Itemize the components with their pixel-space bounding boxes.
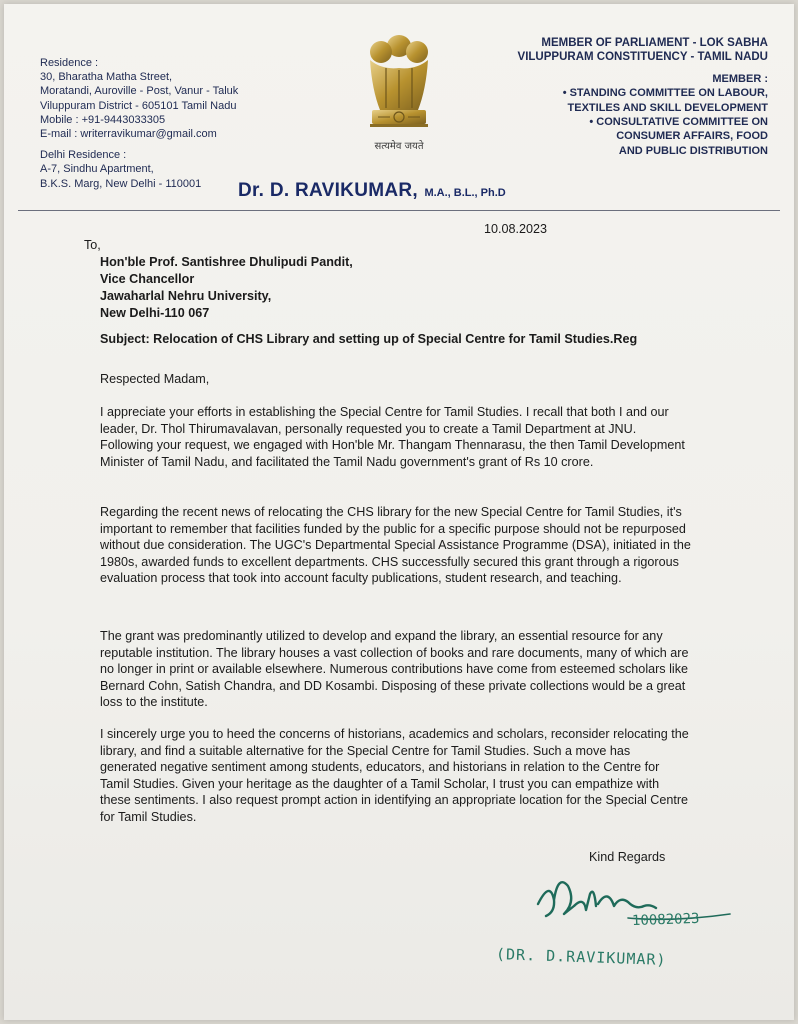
mobile-number: Mobile : +91-9443033305 <box>40 113 166 126</box>
handwritten-date: 10082023 <box>631 910 700 930</box>
subject-line: Subject: Relocation of CHS Library and setting up of Special Centre for Tamil Studies.Reg <box>100 332 638 346</box>
address-line: Jawaharlal Nehru University, <box>100 289 272 303</box>
body-paragraph: I appreciate your efforts in establishing the Special Centre for Tamil Studies. I recall that both I and our leader, Dr. Thol Thirumavalavan, personally requested you to create a Tamil Department at JNU. Following your request, we engaged with Hon'ble Mr. Thangam Thennarasu, the then Tamil Development Minister of Tamil Nadu, and facilitated the Tamil Nadu government's grant of Rs 10 crore. <box>100 405 685 469</box>
committee-line: • CONSULTATIVE COMMITTEE ON <box>589 116 768 129</box>
residence-line: Viluppuram District - 605101 Tamil Nadu <box>40 99 237 112</box>
body-paragraph: Regarding the recent news of relocating the CHS library for the new Special Centre for Tamil Studies, it's important to remember that facilities funded by the public for a specific purpose should not be repurposed without due consideration. The UGC's Departmental Special Assistance Programme (DSA), initiated in the 1980s, awarded funds to excellent departments. CHS successfully secured this grant through a rigorous evaluation process that took into account faculty publications, student research, and teaching. <box>100 505 691 586</box>
closing: Kind Regards <box>589 850 666 864</box>
residence-block <box>40 56 280 191</box>
residence-line: Moratandi, Auroville - Post, Vanur - Taluk <box>40 85 239 98</box>
mp-title: MEMBER OF PARLIAMENT - LOK SABHA <box>541 37 768 49</box>
member-label: MEMBER : <box>712 72 768 85</box>
body-paragraph: I sincerely urge you to heed the concerns of historians, academics and scholars, reconsider relocating the library, and find a suitable alternative for the Special Centre for Tamil Studies. Such a move has generated negative sentiment among students, educators, and historians in relation to the Centre for Tamil Studies. Given your heritage as the daughter of a Tamil Scholar, I trust you can empathize with these sentiments. I also request prompt action in identifying an appropriate location for the Special Centre for Tamil Studies. <box>100 727 689 824</box>
email-address: E-mail : writerravikumar@gmail.com <box>40 128 217 141</box>
committee-line: • STANDING COMMITTEE ON LABOUR, <box>562 87 768 100</box>
delhi-residence-line: A-7, Sindhu Apartment, <box>40 163 154 176</box>
residence-line: 30, Bharatha Matha Street, <box>40 71 173 84</box>
mp-details-block <box>512 36 768 158</box>
committee-line: TEXTILES AND SKILL DEVELOPMENT <box>567 101 768 114</box>
letterhead-divider <box>18 210 780 211</box>
committee-line: AND PUBLIC DISTRIBUTION <box>618 144 768 157</box>
residence-label: Residence : <box>40 57 99 69</box>
sender-name: Dr. D. RAVIKUMAR, <box>238 180 418 201</box>
emblem-motto: सत्यमेव जयते <box>374 141 424 152</box>
recipient-address <box>100 254 353 322</box>
committee-line: CONSUMER AFFAIRS, FOOD <box>616 130 768 143</box>
to-label: To, <box>84 238 101 252</box>
sender-degrees: M.A., B.L., Ph.D <box>424 187 506 199</box>
salutation: Respected Madam, <box>100 372 210 386</box>
handwritten-name: (DR. D.RAVIKUMAR) <box>495 945 667 969</box>
address-line: Hon'ble Prof. Santishree Dhulipudi Pandit, <box>100 255 353 269</box>
delhi-residence-label: Delhi Residence : <box>40 149 127 162</box>
constituency: VILUPPURAM CONSTITUENCY - TAMIL NADU <box>517 51 768 64</box>
letterhead-name <box>238 180 506 202</box>
address-line: New Delhi-110 067 <box>100 306 210 320</box>
letter-date: 10.08.2023 <box>484 222 548 236</box>
delhi-residence-line: B.K.S. Marg, New Delhi - 110001 <box>40 177 202 190</box>
letter-page <box>4 4 794 1020</box>
body-paragraph: The grant was predominantly utilized to develop and expand the library, an essential resource for any reputable institution. The library houses a vast collection of books and rare documents, many of which are no longer in print or available elsewhere. Numerous contributions have come from esteemed scholars like Bernard Cohn, Satish Chandra, and DD Kosambi. Disposing of these private collections would be a great loss to the institute. <box>100 629 689 710</box>
address-line: Vice Chancellor <box>100 272 195 286</box>
